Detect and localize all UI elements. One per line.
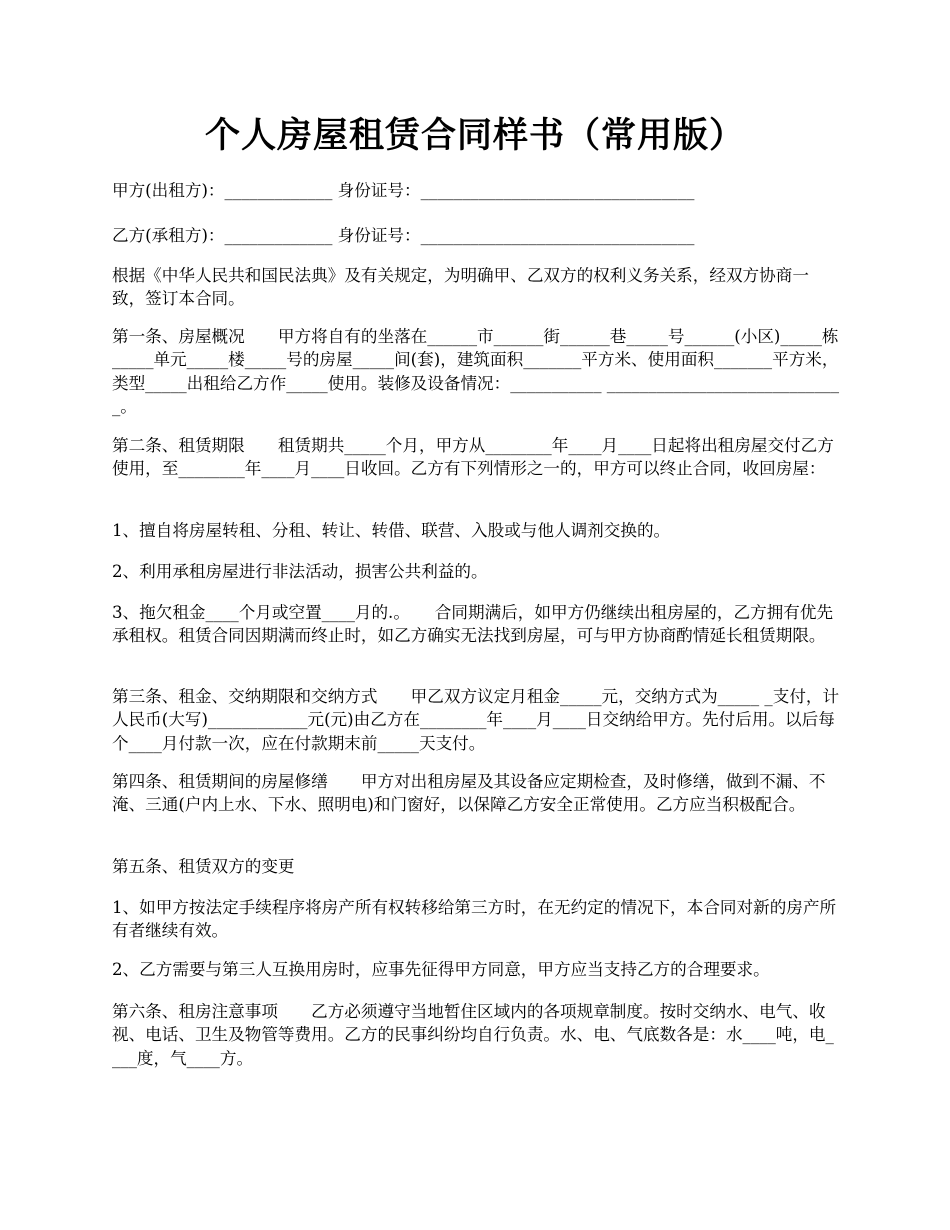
article-5-item-2: 2、乙方需要与第三人互换用房时，应事先征得甲方同意，甲方应当支持乙方的合理要求。: [112, 960, 770, 979]
article-2-item-1: 1、擅自将房屋转租、分租、转让、转借、联营、入股或与他人调剂交换的。: [112, 521, 671, 540]
article-5-heading: 第五条、租赁双方的变更: [112, 857, 295, 876]
article-2-paragraph: 第二条、租赁期限 租赁期共_____个月，甲方从________年____月____日起将出租房屋交付乙方使用，至________年____月____日收回。乙方有下列情形之一的，甲方可以终止合同，收回房屋：: [112, 436, 834, 479]
party-b-line: 乙方(承租方)：_____________ 身份证号：_________________________________: [112, 226, 695, 245]
article-3-paragraph: 第三条、租金、交纳期限和交纳方式 甲乙双方议定月租金_____元，交纳方式为_____ _支付，计人民币(大写)____________元(元)由乙方在________年____月____日交纳给甲方。先付后用。以后每个____月付款一次，应在付款期末前_____天支付。: [112, 687, 840, 753]
preamble-paragraph: 根据《中华人民共和国民法典》及有关规定，为明确甲、乙双方的权利义务关系，经双方协商一致，签订本合同。: [112, 266, 809, 309]
article-2-item-2: 2、利用承租房屋进行非法活动，损害公共利益的。: [112, 562, 488, 581]
article-1-paragraph: 第一条、房屋概况 甲方将自有的坐落在______市______街______巷_____号______(小区)_____栋_____单元_____楼_____号的房屋_____间(套)，建筑面积_______平方米、使用面积_______平方米，类型_____出租给乙方作_____使用。装修及设备情况：___________ _____________________________。: [112, 327, 840, 417]
article-6-paragraph: 第六条、租房注意事项 乙方必须遵守当地暂住区域内的各项规章制度。按时交纳水、电气、收视、电话、卫生及物管等费用。乙方的民事纠纷均自行负责。水、电、气底数各是：水____吨，电____度，气____方。: [112, 1002, 834, 1068]
article-4-paragraph: 第四条、租赁期间的房屋修缮 甲方对出租房屋及其设备应定期检查，及时修缮，做到不漏、不淹、三通(户内上水、下水、照明电)和门窗好，以保障乙方安全正常使用。乙方应当积极配合。: [112, 772, 826, 815]
article-2-item-3: 3、拖欠租金____个月或空置____月的.。 合同期满后，如甲方仍继续出租房屋的，乙方拥有优先承租权。租赁合同因期满而终止时，如乙方确实无法找到房屋，可与甲方协商酌情延长租赁期限。: [112, 603, 834, 646]
party-a-line: 甲方(出租方)：_____________ 身份证号：_________________________________: [112, 181, 695, 200]
document-title: 个人房屋租赁合同样书（常用版）: [204, 115, 745, 156]
article-5-item-1: 1、如甲方按法定手续程序将房产所有权转移给第三方时，在无约定的情况下，本合同对新的房产所有者继续有效。: [112, 898, 837, 941]
